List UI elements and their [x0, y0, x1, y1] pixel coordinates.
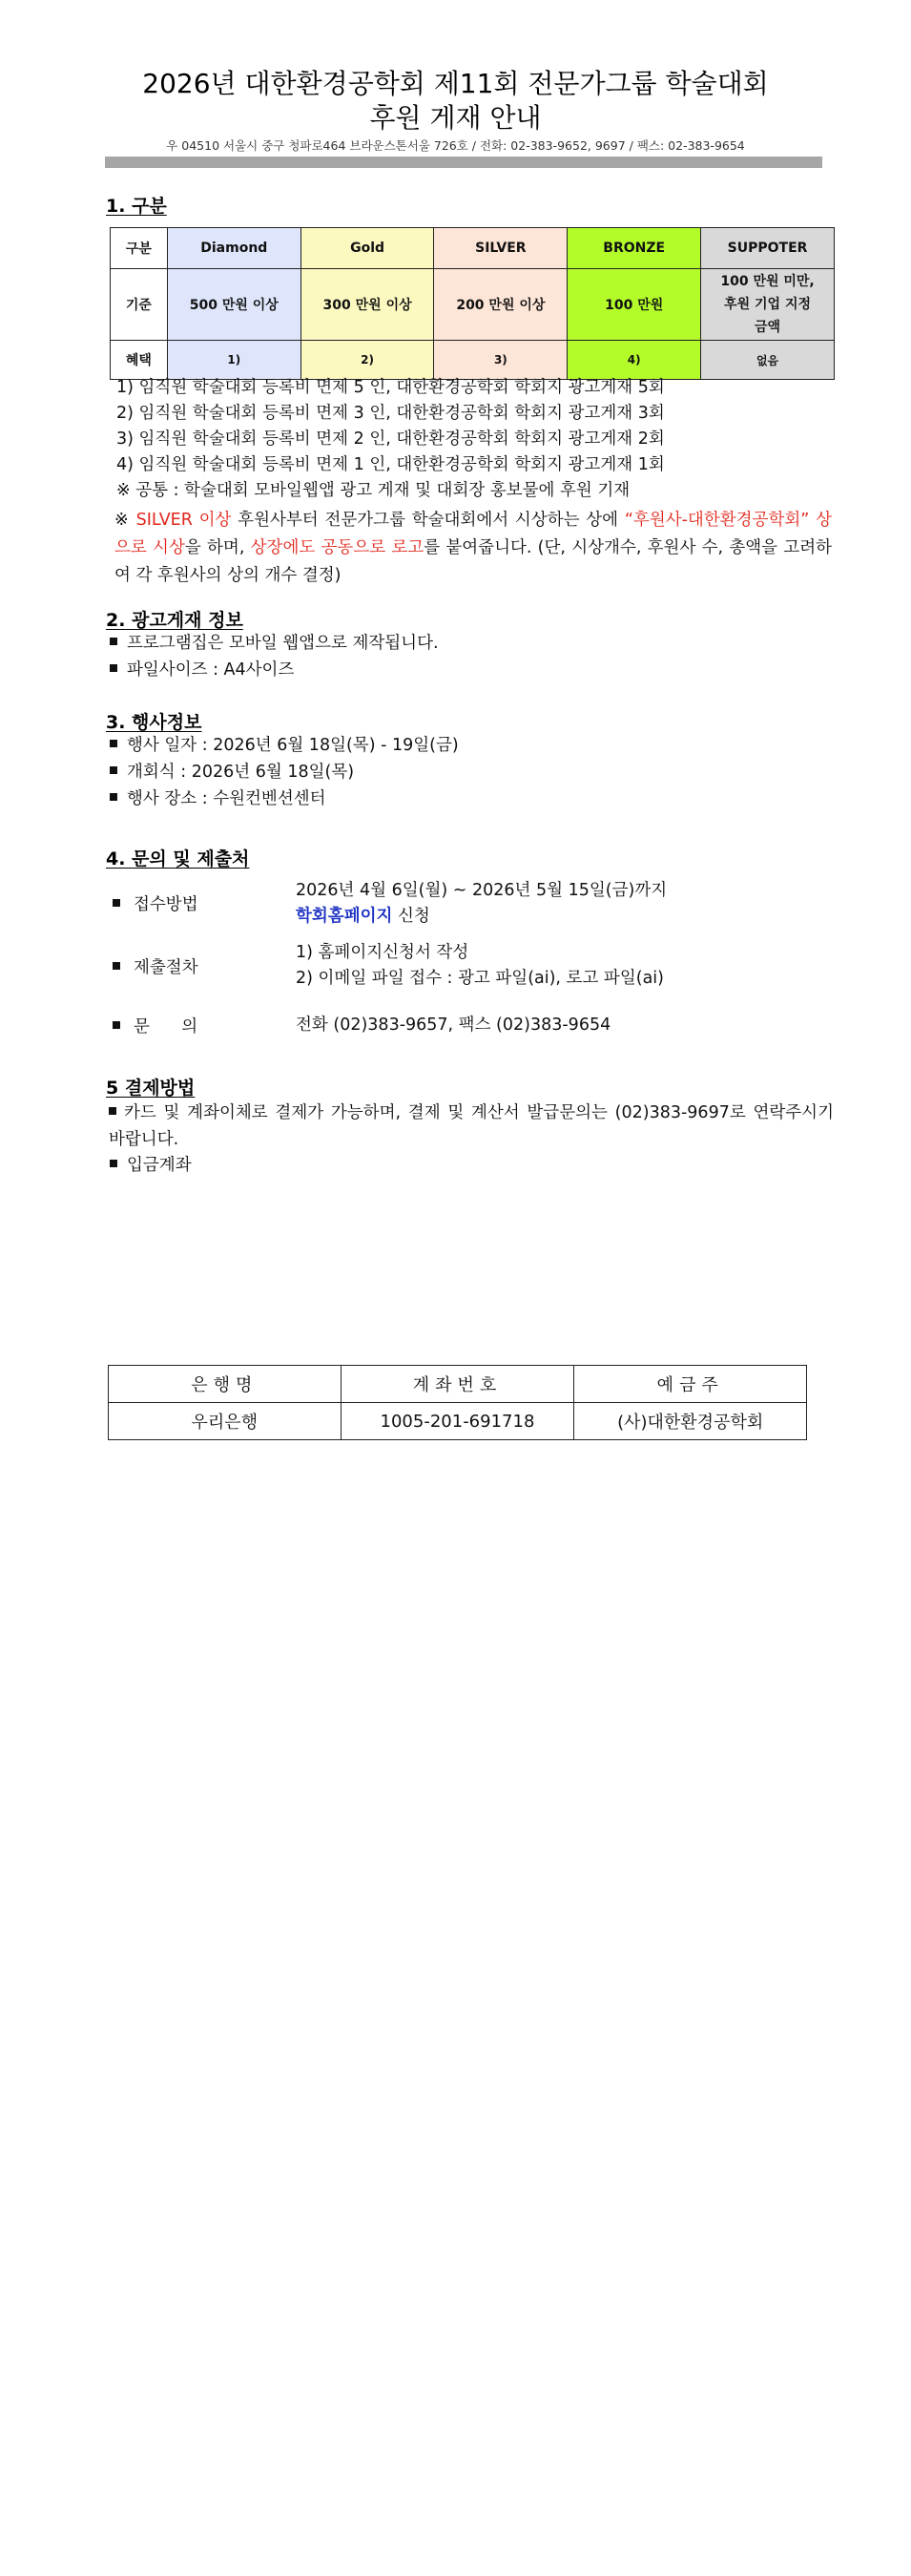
payment-info-text: 카드 및 계좌이체로 결제가 가능하며, 결제 및 계산서 발급문의는 (02)383-9697로 연락주시기 바랍니다. [109, 1103, 834, 1149]
ad-info-text: 프로그램집은 모바일 웹앱으로 제작됩니다. [127, 634, 439, 653]
receipt-channel-suffix: 신청 [392, 907, 430, 926]
section2-title: 2. 광고게재 정보 [106, 610, 243, 631]
bank-name-header: 은행명 [109, 1366, 342, 1403]
criteria-diamond: 500 만원 이상 [167, 269, 300, 341]
row-label-category: 구분 [111, 228, 168, 269]
bullet-icon [110, 793, 117, 801]
criteria-bronze: 100 만원 [568, 269, 701, 341]
benefit-note: 3) 임직원 학술대회 등록비 면제 2 인, 대한환경공학회 학회지 광고게재 2회 [116, 429, 665, 449]
receipt-method-text: 접수방법 [134, 895, 198, 914]
event-info-item [110, 786, 326, 812]
event-info-text: 행사 일자 : 2026년 6월 18일(목) - 19일(금) [127, 736, 459, 755]
tier-criteria-row [111, 269, 835, 341]
deposit-account-label: 입금계좌 [127, 1156, 192, 1175]
section4-title: 4. 문의 및 제출처 [106, 848, 250, 869]
award-note-text: ※ [114, 511, 136, 530]
award-note-text: 후원사부터 전문가그룹 학술대회에서 시상하는 상에 [231, 511, 625, 530]
receipt-channel [296, 904, 430, 930]
criteria-supporter-line2: 후원 기업 지정 [724, 297, 811, 312]
procedure-step: 1) 홈페이지신청서 작성 [296, 943, 469, 962]
tier-benefit-row [111, 341, 835, 380]
account-holder: (사)대한환경공학회 [574, 1403, 807, 1440]
bullet-icon [110, 740, 117, 747]
common-benefit-note: ※ 공통 : 학술대회 모바일웹앱 광고 게재 및 대회장 홍보물에 후원 기재 [116, 481, 631, 500]
criteria-supporter-line1: 100 만원 미만, [720, 274, 815, 289]
event-info-text: 행사 장소 : 수원컨벤션센터 [127, 789, 326, 808]
account-number: 1005-201-691718 [341, 1403, 574, 1440]
header-divider [105, 157, 822, 168]
benefit-supporter: 없음 [701, 341, 835, 380]
deposit-account-item [110, 1153, 192, 1179]
award-note-text: 를 붙여줍니다. (단, 시상개수, 후원사 수, 총액을 고려하여 각 후원사의 상의 개수 결정) [114, 538, 833, 585]
event-info-item [110, 760, 354, 785]
bullet-icon [110, 1160, 117, 1167]
row-label-criteria: 기준 [111, 269, 168, 341]
tier-gold: Gold [300, 228, 434, 269]
benefit-bronze: 4) [568, 341, 701, 380]
document-title: 2026년 대한환경공학회 제11회 전문가그룹 학술대회 [142, 68, 769, 99]
bank-name: 우리은행 [109, 1403, 342, 1440]
account-holder-header: 예금주 [574, 1366, 807, 1403]
ad-info-item [110, 631, 439, 657]
contact-value: 전화 (02)383-9657, 팩스 (02)383-9654 [296, 1016, 611, 1035]
ad-info-text: 파일사이즈 : A4사이즈 [127, 660, 295, 680]
contact-label-text: 문 의 [134, 1017, 198, 1037]
event-info-text: 개회식 : 2026년 6월 18일(목) [127, 763, 355, 782]
award-note-highlight: “후원사-대한환경공학회” 상으로 시상 [114, 511, 832, 557]
tier-diamond: Diamond [167, 228, 300, 269]
document-subtitle: 후원 게재 안내 [369, 102, 542, 134]
benefit-silver: 3) [434, 341, 568, 380]
row-label-benefit: 혜택 [111, 341, 168, 380]
procedure-step: 2) 이메일 파일 접수 : 광고 파일(ai), 로고 파일(ai) [296, 969, 664, 988]
section3-title: 3. 행사정보 [106, 712, 202, 733]
criteria-silver: 200 만원 이상 [434, 269, 568, 341]
procedure-label [113, 954, 198, 978]
tier-supporter: SUPPOTER [701, 228, 835, 269]
payment-info [109, 1100, 834, 1153]
bullet-icon [113, 1021, 120, 1029]
bullet-icon [113, 962, 120, 970]
award-note-text: 을 하며, [184, 538, 251, 557]
bullet-icon [109, 1107, 116, 1115]
society-homepage-link[interactable]: 학회홈페이지 [296, 907, 393, 926]
procedure-label-text: 제출절차 [134, 958, 198, 977]
criteria-gold: 300 만원 이상 [300, 269, 434, 341]
benefit-note: 4) 임직원 학술대회 등록비 면제 1 인, 대한환경공학회 학회지 광고게재 1회 [116, 455, 665, 474]
event-info-item [110, 733, 459, 759]
account-number-header: 계좌번호 [341, 1366, 574, 1403]
contact-label [113, 1014, 197, 1037]
award-note [114, 507, 832, 590]
benefit-note: 1) 임직원 학술대회 등록비 면제 5 인, 대한환경공학회 학회지 광고게재 5회 [116, 378, 665, 397]
bullet-icon [110, 664, 117, 672]
benefit-note: 2) 임직원 학술대회 등록비 면제 3 인, 대한환경공학회 학회지 광고게재 3회 [116, 404, 665, 423]
section5-title: 5 결제방법 [106, 1078, 196, 1099]
bank-account-table [108, 1365, 807, 1440]
criteria-supporter-line3: 금액 [755, 320, 781, 335]
bullet-icon [110, 638, 117, 645]
contact-address: 우 04510 서울시 중구 청파로464 브라운스톤서울 726호 / 전화: 02-383-9652, 9697 / 팩스: 02-383-9654 [166, 138, 745, 153]
bullet-icon [110, 766, 117, 774]
benefit-diamond: 1) [167, 341, 300, 380]
tier-name-row [111, 228, 835, 269]
sponsor-tier-table [110, 227, 835, 380]
ad-info-item [110, 658, 294, 683]
receipt-period: 2026년 4월 6일(월) ~ 2026년 5월 15일(금)까지 [296, 881, 668, 900]
bank-table-row [109, 1403, 807, 1440]
tier-bronze: BRONZE [568, 228, 701, 269]
award-note-highlight: SILVER 이상 [135, 511, 232, 530]
section1-title: 1. 구분 [106, 196, 167, 217]
criteria-supporter [701, 269, 835, 341]
award-note-highlight: 상장에도 공동으로 로고 [250, 538, 424, 557]
bank-table-header [109, 1366, 807, 1403]
receipt-method-label [113, 891, 198, 915]
benefit-gold: 2) [300, 341, 434, 380]
bullet-icon [113, 899, 120, 907]
tier-silver: SILVER [434, 228, 568, 269]
